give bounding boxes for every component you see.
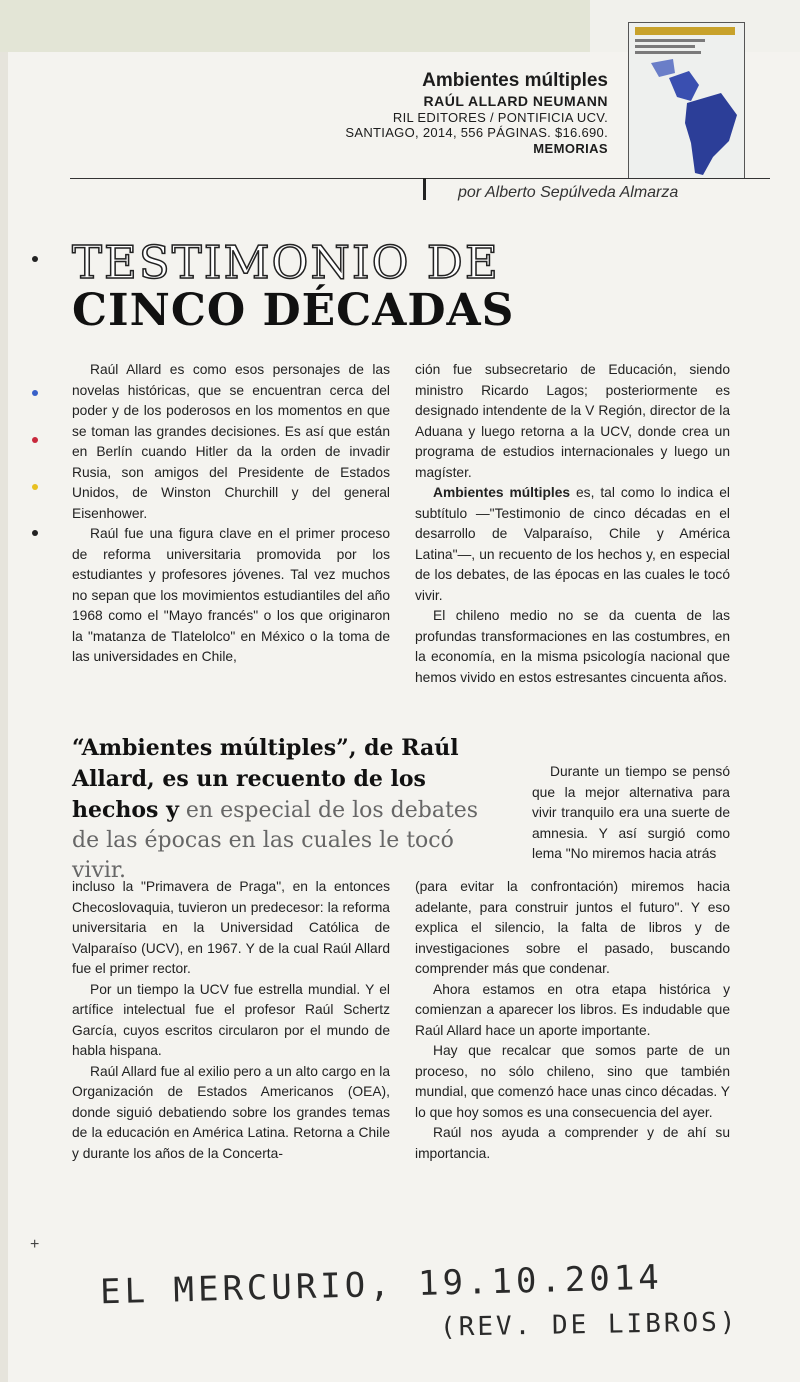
book-info [345, 70, 608, 156]
column-1-top [72, 360, 390, 668]
margin-bullet-black [32, 530, 38, 536]
column-2-bottom [415, 877, 730, 1164]
headline-line-2: CINCO DÉCADAS [72, 285, 515, 336]
pull-quote [72, 733, 492, 886]
paragraph: Ahora estamos en otra etapa histórica y comienzan a aparecer los libros. Es indudable que Raúl Allard hace un aporte importante. [415, 981, 730, 1038]
paragraph: El chileno medio no se da cuenta de las profundas transformaciones en las costumbres, en la economía, en la misma psicología nacional que hemos vivido en estos estresantes cincuenta años. [415, 608, 730, 685]
column-2-top [415, 360, 730, 688]
margin-bullet-blue [32, 390, 38, 396]
book-details: SANTIAGO, 2014, 556 PÁGINAS. $16.690. [345, 125, 608, 141]
handwritten-source-note: EL MERCURIO, 19.10.2014 [99, 1257, 664, 1313]
paragraph: Durante un tiempo se pensó que la mejor alternativa para vivir tranquilo era una suerte de amnesia. Y así surgió como lema "No miremos hacia atrás [532, 764, 730, 861]
headline-line-1: TESTIMONIO DE [72, 236, 500, 289]
left-scan-edge [0, 52, 8, 1382]
book-title-inline: Ambientes múltiples [433, 485, 571, 500]
cover-map-south-america [685, 93, 737, 175]
header-rule-tick [423, 178, 426, 200]
margin-plus-mark: + [30, 1236, 40, 1253]
column-2-mid [532, 762, 730, 865]
book-genre: MEMORIAS [533, 140, 608, 156]
margin-bullet-red [32, 437, 38, 443]
paragraph: (para evitar la confrontación) miremos hacia adelante, para construir juntos el futuro". Y eso explica el silencio, la falta de libros y de investigaciones sobre el pasado, buscando comprender más que condenar. [415, 879, 730, 976]
book-publisher: RIL EDITORES / PONTIFICIA UCV. [392, 109, 608, 125]
margin-bullet-yellow [32, 484, 38, 490]
paragraph-text: es, tal como lo indica el subtítulo —"Testimonio de cinco décadas en el desarrollo de Valparaíso, Chile y América Latina"—, un recuento de los hechos y, en especial de los debates, de las épocas en las cuales le tocó vivir. [415, 485, 730, 603]
paragraph: ción fue subsecretario de Educación, siendo ministro Ricardo Lagos; posteriormente es designado intendente de la V Región, director de la Aduana y luego retorna a la UCV, donde crea un programa de estudios internacionales y luego un magíster. [415, 362, 730, 480]
paragraph: Raúl Allard fue al exilio pero a un alto cargo en la Organización de Estados Americanos (OEA), donde siguió debatiendo sobre los grandes temas de la educación en América Latina. Retorna a Chile y durante los años de la Concerta- [72, 1063, 390, 1161]
cover-map-caribbean [651, 59, 675, 77]
header-rule [70, 178, 770, 179]
margin-bullet [32, 256, 38, 262]
paragraph: Por un tiempo la UCV fue estrella mundial. Y el artífice intelectual fue el profesor Raúl Schertz García, cuyos escritos circularon por el mundo de habla hispana. [72, 981, 390, 1058]
byline: por Alberto Sepúlveda Almarza [458, 184, 679, 201]
cover-map-graphic [629, 23, 744, 178]
cover-map-central-america [669, 71, 699, 101]
paragraph: incluso la "Primavera de Praga", en la entonces Checoslovaquia, tuvieron un predecesor: la reforma universitaria en la Universidad Católica de Valparaíso (UCV), en 1967. Y de la cual Raúl Allard fue el primer rector. [72, 879, 390, 976]
book-author: RAÚL ALLARD NEUMANN [423, 92, 608, 109]
paragraph: Raúl Allard es como esos personajes de las novelas históricas, que se encuentran cerca del poder y de los poderosos en los momentos en que se toman las grandes decisiones. Es así que están en Berlín cuando Hitler da la orden de invadir Rusia, son amigos del Presidente de Estados Unidos, de Winston Churchill y del general Eisenhower. [72, 362, 390, 521]
handwritten-section-note: (REV. DE LIBROS) [439, 1307, 739, 1343]
column-1-bottom [72, 877, 390, 1164]
pull-quote-light: en especial de los debates de las épocas en las cuales le tocó vivir. [72, 798, 479, 883]
paragraph: Raúl fue una figura clave en el primer proceso de reforma universitaria promovida por los estudiantes y profesores jóvenes. Tal vez muchos no sepan que los movimientos estudiantiles del año 1968 como el "Mayo francés" o los que originaron la "matanza de Tlatelolco" en México o la toma de las universidades en Chile, [72, 526, 390, 664]
paragraph: Raúl nos ayuda a comprender y de ahí su importancia. [415, 1125, 730, 1161]
book-title: Ambientes múltiples [422, 70, 608, 91]
paragraph [415, 483, 730, 606]
pull-quote-bold: “Ambientes múltiples”, de Raúl Allard, es un recuento de los hechos y [72, 735, 459, 823]
paragraph: Hay que recalcar que somos parte de un proceso, no sólo chileno, sino que también mundial, que comenzó hace unas cinco décadas. Y lo que hoy somos es una consecuencia del ayer. [415, 1043, 730, 1120]
book-cover-image [628, 22, 745, 179]
